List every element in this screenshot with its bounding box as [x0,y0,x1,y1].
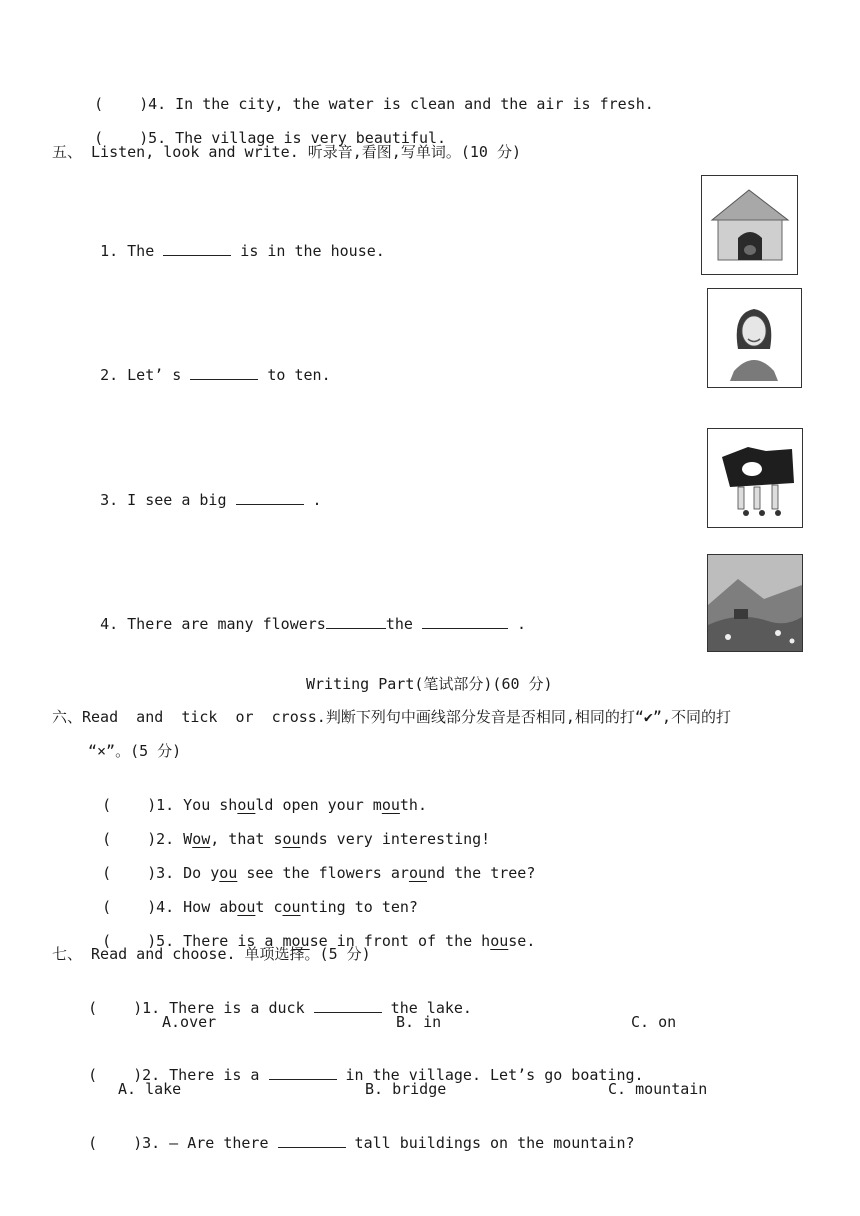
question-text: to ten. [258,366,331,384]
section-heading: 七、 Read and choose. 单项选择。(5 分) [52,945,371,963]
answer-paren[interactable]: ( ) [88,1066,143,1084]
girl-icon [707,288,802,388]
question-text: 2. There is a [142,1066,269,1084]
answer-paren[interactable]: ( ) [88,999,143,1017]
question-text: In the city, the water is clean and the air is fresh. [175,95,654,113]
question-text: the [385,615,422,633]
answer-paren[interactable]: ( ) [102,864,157,882]
answer-blank[interactable] [326,614,386,629]
answer-paren[interactable]: ( ) [102,932,157,950]
fill-in-question [82,470,322,510]
answer-blank[interactable] [236,490,304,505]
question-text: The village is very beautiful. [175,129,447,147]
question-row: ( )5. There is a mouse in front of the house. [102,932,536,950]
question-text: 1. There is a duck [142,999,314,1017]
fill-in-question [82,594,526,634]
section-heading: 五、 Listen, look and write. 听录音,看图,写单词。(10 分) [52,143,521,161]
part-title: Writing Part(笔试部分)(60 分) [306,675,553,693]
question-text: 2. Let’ s [100,366,191,384]
question-row: ( )3. Do you see the flowers around the tree? [102,864,536,882]
question-row: ( )2. Wow, that sounds very interesting! [102,830,491,848]
option-b[interactable]: B. in [396,1013,442,1031]
answer-blank[interactable] [422,614,508,629]
option-a[interactable]: A.over [162,1013,217,1031]
question-text: tall buildings on the mountain? [345,1134,635,1152]
fill-in-question [82,345,331,385]
answer-paren[interactable]: ( ) [102,830,157,848]
question-text: 4. There are many flowers [100,615,326,633]
section-heading: 六、Read and tick or cross.判断下列句中画线部分发音是否相同,相同的打“✔”,不同的打 [52,708,731,726]
question-text: is in the house. [231,242,385,260]
answer-paren[interactable]: ( ) [94,95,149,113]
answer-blank[interactable] [278,1133,346,1148]
question-text: 3. — Are there [142,1134,278,1152]
question-text: the lake. [381,999,472,1017]
question-number: 4. [148,95,167,113]
section-heading-continued: “×”。(5 分) [88,742,182,760]
question-text: 1. The [100,242,164,260]
option-c[interactable]: C. on [631,1013,677,1031]
answer-blank[interactable] [190,365,258,380]
choice-question [70,1113,635,1153]
mountain-landscape-icon [707,554,803,652]
dog-house-icon [701,175,798,275]
question-row: ( )4. How about counting to ten? [102,898,418,916]
option-c[interactable]: C. mountain [608,1080,708,1098]
answer-paren[interactable]: ( ) [94,129,149,147]
option-a[interactable]: A. lake [118,1080,182,1098]
question-text: . [303,491,322,509]
question-text: 3. I see a big [100,491,236,509]
cow-icon [707,428,803,528]
question-number: 5. [148,129,167,147]
question-text: in the village. Let’s go boating. [336,1066,644,1084]
answer-paren[interactable]: ( ) [102,898,157,916]
answer-blank[interactable] [163,241,231,256]
fill-in-question [82,221,385,261]
answer-paren[interactable]: ( ) [88,1134,143,1152]
question-row: ( )1. You should open your mouth. [102,796,427,814]
answer-blank[interactable] [314,998,382,1013]
question-text: . [507,615,527,633]
answer-paren[interactable]: ( ) [102,796,157,814]
option-b[interactable]: B. bridge [365,1080,447,1098]
answer-blank[interactable] [269,1065,337,1080]
